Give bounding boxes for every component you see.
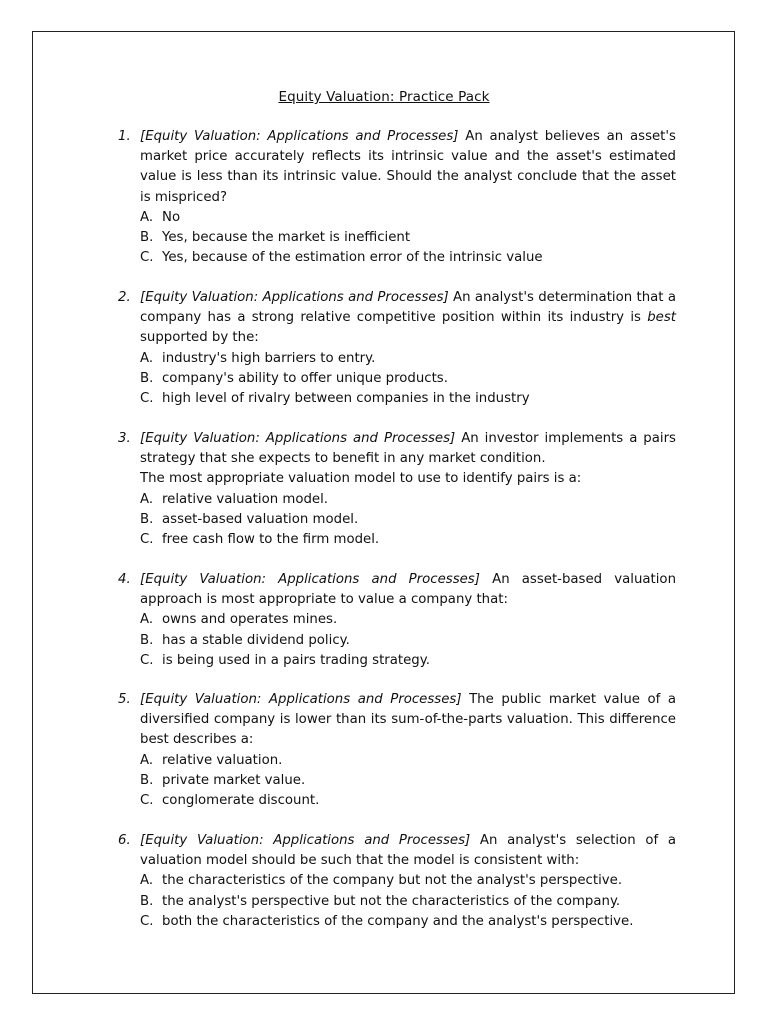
- question-number: 5.: [118, 692, 131, 707]
- question-4: [118, 570, 676, 671]
- question-stem: [140, 570, 676, 610]
- question-text: An asset-based valuation approach is most appropriate to value a company that:: [140, 572, 676, 608]
- option-c: [140, 912, 676, 932]
- question-number: 2.: [118, 290, 131, 305]
- question-text: An analyst's selection of a valuation model should be such that the model is consistent with:: [140, 833, 677, 869]
- question-text: An investor implements a pairs strategy that she expects to benefit in any market condition.: [140, 431, 676, 467]
- option-a: [140, 610, 676, 630]
- option-letter: A.: [140, 873, 154, 889]
- option-letter: B.: [140, 370, 154, 386]
- option-letter: B.: [140, 772, 154, 788]
- question-number: 1.: [118, 129, 131, 144]
- option-a: [140, 490, 676, 510]
- question-5: [118, 690, 676, 811]
- question-topic: [Equity Valuation: Applications and Processes]: [140, 431, 456, 446]
- question-topic: [Equity Valuation: Applications and Processes]: [140, 129, 459, 144]
- question-3: [118, 429, 676, 550]
- option-letter: A.: [140, 752, 154, 768]
- question-text: The public market value of a diversified company is lower than its sum-of-the-parts valuation. This difference best describes a:: [140, 692, 676, 748]
- option-text: conglomerate discount.: [162, 793, 320, 809]
- emphasis-text: best: [647, 310, 676, 326]
- question-topic: [Equity Valuation: Applications and Processes]: [140, 833, 471, 848]
- option-letter: C.: [140, 793, 154, 809]
- option-letter: B.: [140, 632, 154, 648]
- option-letter: B.: [140, 230, 154, 246]
- option-letter: C.: [140, 250, 154, 266]
- question-topic: [Equity Valuation: Applications and Processes]: [140, 290, 449, 305]
- option-text: is being used in a pairs trading strategy.: [162, 652, 430, 668]
- option-b: [140, 892, 676, 912]
- option-letter: A.: [140, 612, 154, 628]
- option-b: [140, 510, 676, 530]
- question-text-end: supported by the:: [140, 330, 259, 346]
- document-title: Equity Valuation: Practice Pack: [278, 89, 490, 105]
- option-c: [140, 248, 676, 268]
- question-stem: [140, 429, 676, 469]
- option-b: [140, 369, 676, 389]
- option-a: [140, 349, 676, 369]
- option-text: free cash flow to the firm model.: [162, 532, 380, 548]
- question-2: [118, 288, 676, 409]
- option-text: private market value.: [162, 772, 306, 788]
- option-c: [140, 791, 676, 811]
- option-letter: A.: [140, 350, 154, 366]
- option-letter: C.: [140, 391, 154, 407]
- option-letter: B.: [140, 511, 154, 527]
- option-text: relative valuation model.: [162, 491, 328, 507]
- option-a: [140, 871, 676, 891]
- option-text: asset-based valuation model.: [162, 511, 359, 527]
- option-text: Yes, because of the estimation error of the intrinsic value: [162, 250, 543, 266]
- option-text: No: [162, 209, 181, 225]
- option-letter: A.: [140, 209, 154, 225]
- question-number: 4.: [118, 572, 131, 587]
- option-text: has a stable dividend policy.: [162, 632, 350, 648]
- option-text: the characteristics of the company but not the analyst's perspective.: [162, 873, 623, 889]
- question-topic: [Equity Valuation: Applications and Processes]: [140, 572, 480, 587]
- option-text: high level of rivalry between companies in the industry: [162, 391, 530, 407]
- option-letter: B.: [140, 893, 154, 909]
- option-letter: C.: [140, 532, 154, 548]
- option-b: [140, 228, 676, 248]
- question-1: [118, 127, 676, 268]
- question-topic: [Equity Valuation: Applications and Processes]: [140, 692, 462, 707]
- option-letter: C.: [140, 652, 154, 668]
- option-text: Yes, because the market is inefficient: [162, 230, 411, 246]
- option-a: [140, 208, 676, 228]
- option-text: owns and operates mines.: [162, 612, 338, 628]
- option-letter: A.: [140, 491, 154, 507]
- question-text: An analyst believes an asset's market price accurately reflects its intrinsic value and the asset's estimated value is less than its intrinsic value. Should the analyst conclude that the asset is mispriced?: [140, 129, 676, 205]
- option-letter: C.: [140, 913, 154, 929]
- question-6: [118, 831, 676, 932]
- option-b: [140, 771, 676, 791]
- option-a: [140, 751, 676, 771]
- option-text: company's ability to offer unique products.: [162, 370, 448, 386]
- option-text: relative valuation.: [162, 752, 283, 768]
- option-text: both the characteristics of the company and the analyst's perspective.: [162, 913, 634, 929]
- option-text: industry's high barriers to entry.: [162, 350, 376, 366]
- question-number: 6.: [118, 833, 131, 848]
- option-text: the analyst's perspective but not the characteristics of the company.: [162, 893, 621, 909]
- option-c: [140, 530, 676, 550]
- question-text: An analyst's determination that a company has a strong relative competitive position within its industry is: [140, 290, 676, 326]
- question-stem: [140, 690, 676, 751]
- option-c: [140, 389, 676, 409]
- option-c: [140, 651, 676, 671]
- question-stem: [140, 831, 676, 871]
- question-stem: [140, 127, 676, 208]
- option-b: [140, 631, 676, 651]
- question-number: 3.: [118, 431, 131, 446]
- question-stem: [140, 288, 676, 349]
- question-stem-line-2: The most appropriate valuation model to use to identify pairs is a:: [140, 471, 582, 487]
